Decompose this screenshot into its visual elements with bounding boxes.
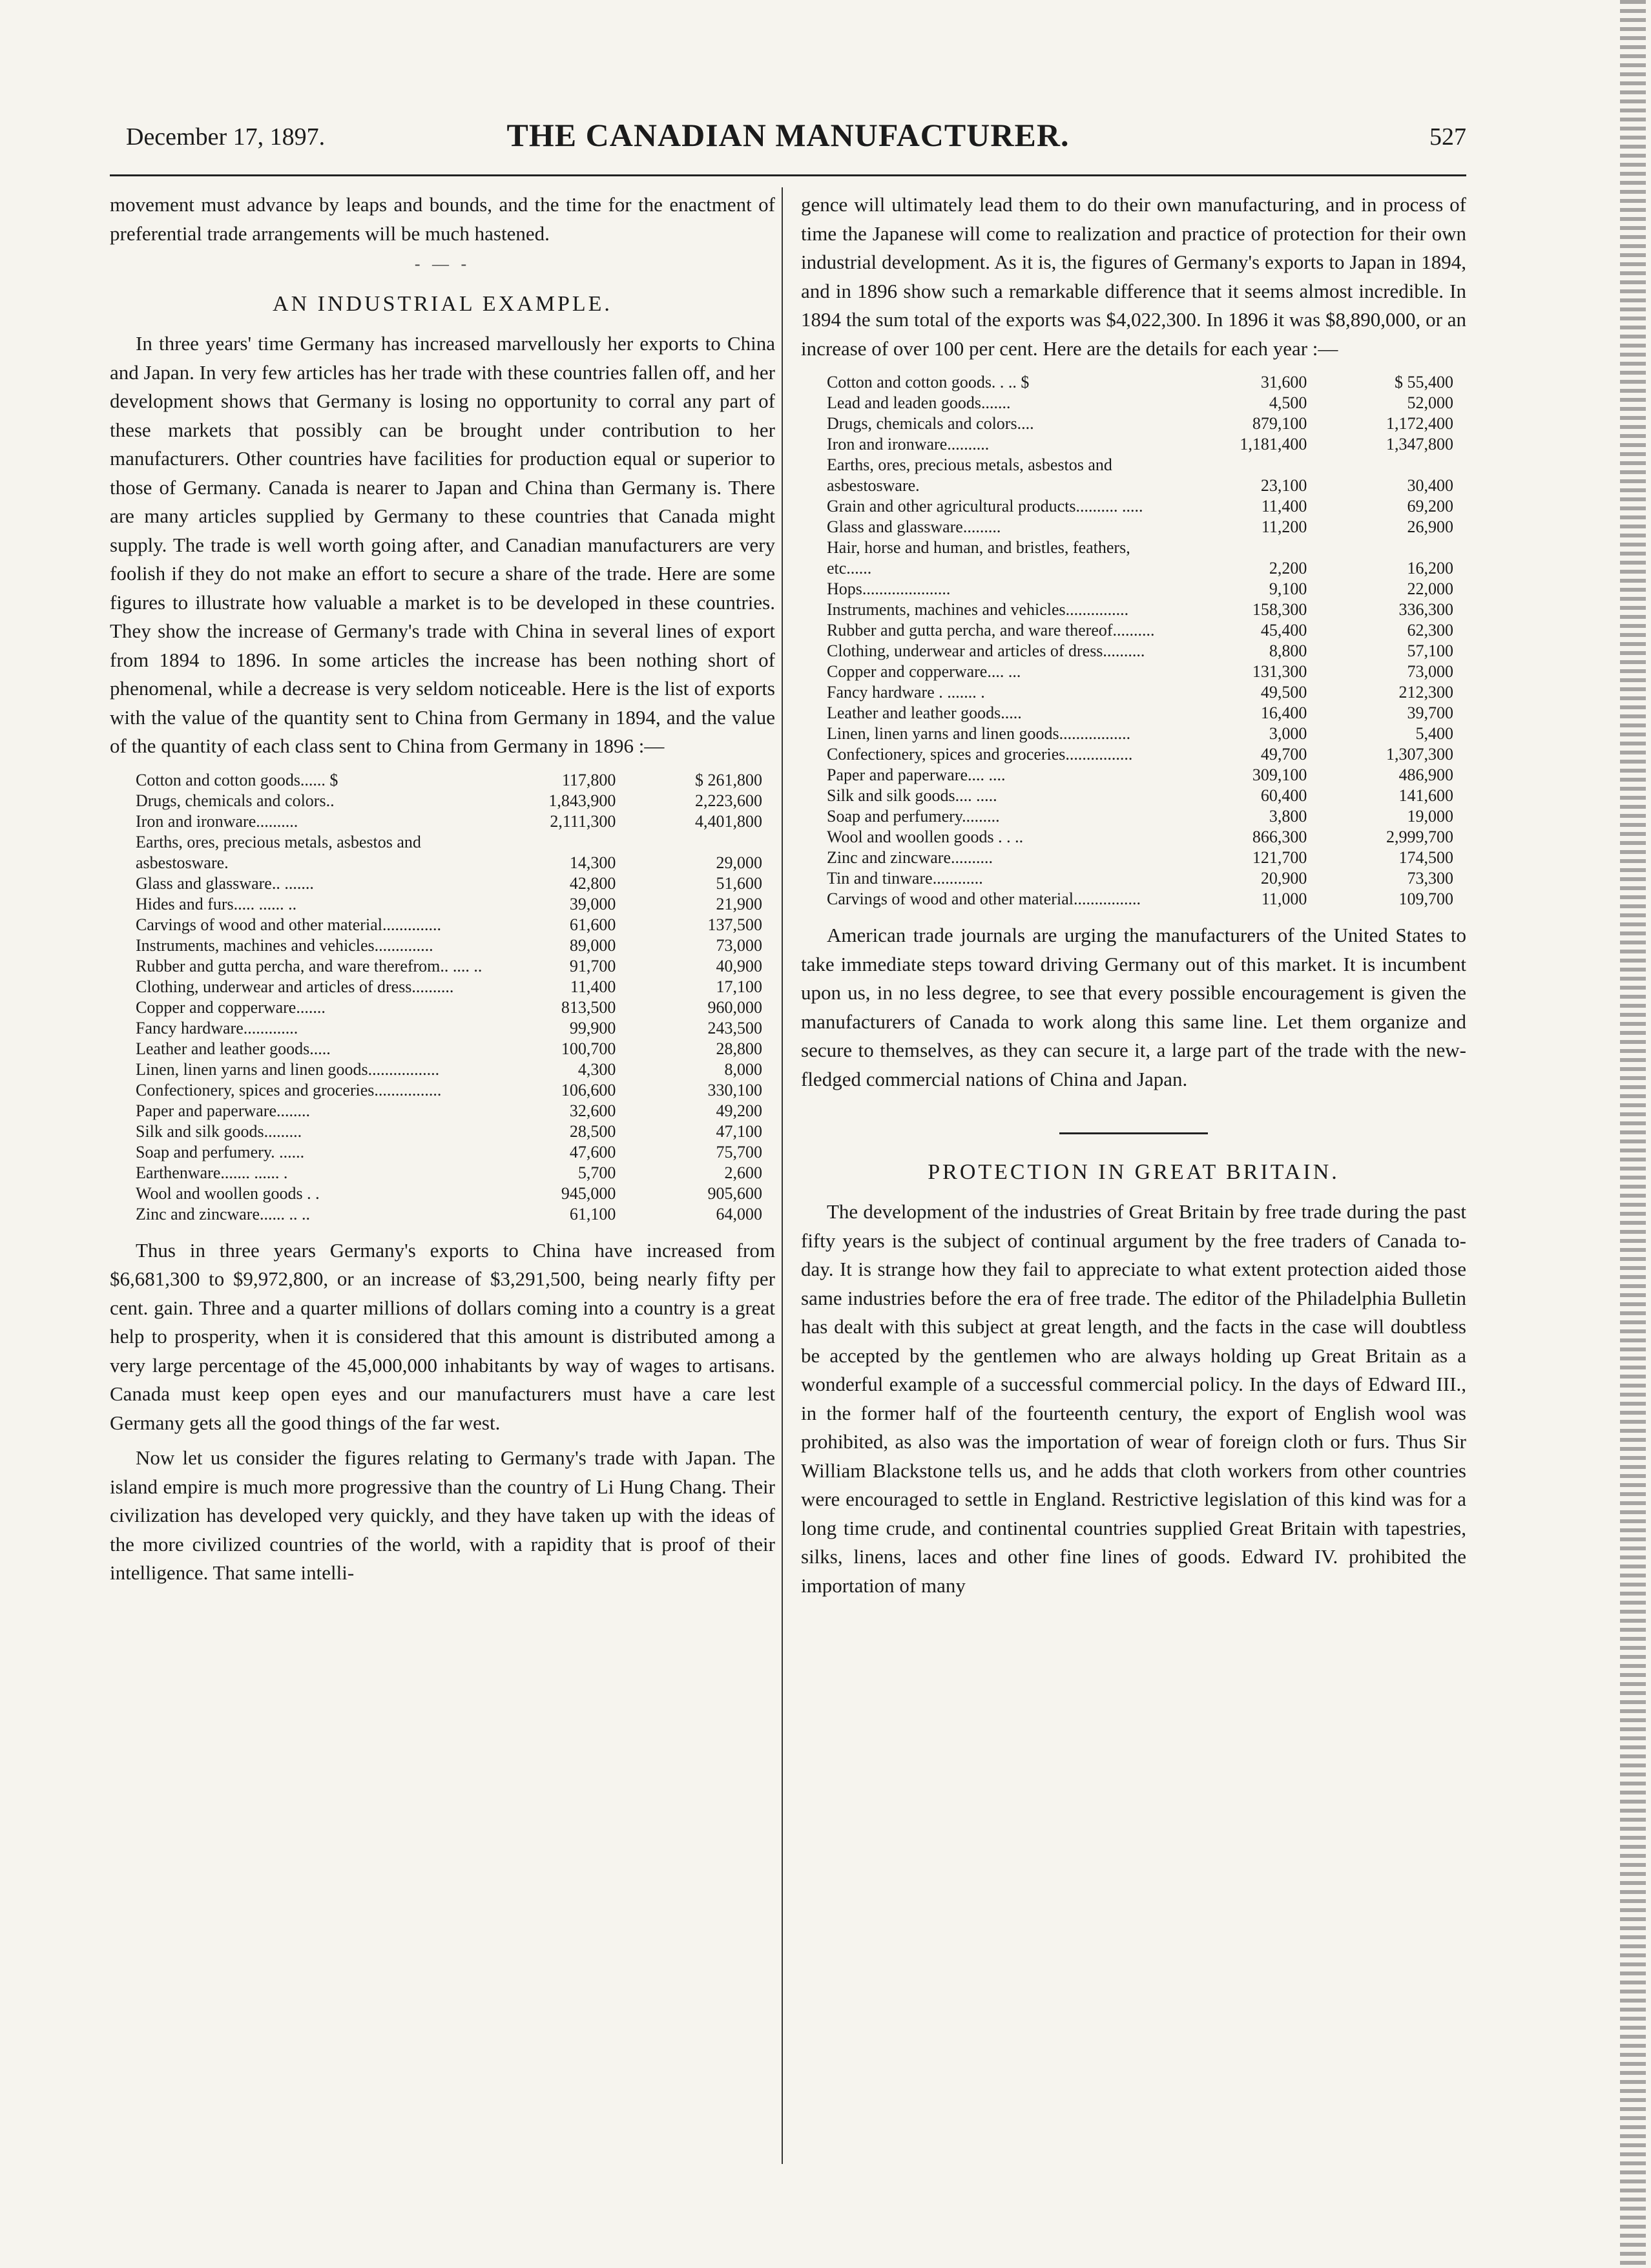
row-value-1894: 945,000 — [561, 1183, 616, 1203]
row-item-label: Fancy hardware . ....... . — [827, 683, 985, 702]
row-item-label: Iron and ironware.......... — [827, 435, 990, 453]
row-value-1896: 49,200 — [716, 1101, 762, 1120]
page-number: 527 — [1429, 123, 1466, 151]
table-row — [801, 765, 1466, 785]
row-value-1896: 4,401,800 — [695, 811, 762, 831]
row-value-1894: 23,100 — [1260, 476, 1307, 495]
paragraph-protection-britain: The development of the industries of Great Britain by free trade during the past fifty years is the subject of continual argument by the free traders of Canada to-day. It is strange how they fail to appreciate to what extent protection aided those same industries before the era of free trade. The editor of the Philadelphia Bulletin has dealt with this subject at great length, and the facts in the case will doubtless be accepted by the gentlemen who are always holding up Great Britain as a wonderful example of a successful commercial policy. In the days of Edward III., in the former half of the fourteenth century, the export of English wool was prohibited, as also was the importation of wear of foreign cloth or furs. Thus Sir William Blackstone tells us, and he adds that cloth workers from other countries were encouraged to settle in England. Restrictive legislation of this kind was for a long time crude, and continental countries supplied Great Britain with tapestries, silks, linens, laces and other fine lines of goods. Edward IV. prohibited the importation of many — [801, 1200, 1466, 1597]
row-value-1894: 813,500 — [561, 997, 616, 1017]
row-item-label: Soap and perfumery......... — [827, 807, 1000, 826]
row-value-1896: 336,300 — [1398, 600, 1453, 619]
row-item-label: Clothing, underwear and articles of dress.......... — [136, 977, 454, 996]
row-value-1894: 100,700 — [561, 1039, 616, 1058]
row-value-1894: 11,000 — [1261, 890, 1307, 908]
table-row — [801, 848, 1466, 868]
right-column — [801, 191, 1466, 1607]
issue-date: December 17, 1897. — [126, 123, 326, 151]
table-row — [110, 956, 775, 977]
row-value-1896: 960,000 — [707, 997, 762, 1017]
row-value-1894: 11,400 — [570, 977, 616, 996]
row-value-1896: 29,000 — [716, 853, 762, 872]
row-value-1894: 42,800 — [569, 873, 616, 893]
row-value-1894: 117,800 — [561, 770, 616, 789]
table-row — [801, 661, 1466, 682]
row-value-1896: 57,100 — [1407, 641, 1453, 660]
row-value-1894: 4,500 — [1269, 393, 1307, 412]
row-value-1896: 52,000 — [1407, 393, 1453, 412]
row-value-1894: 89,000 — [569, 935, 616, 955]
header-rule — [110, 174, 1466, 176]
row-value-1894: 20,900 — [1260, 869, 1307, 888]
row-value-1894: 28,500 — [569, 1121, 616, 1141]
row-value-1894: 5,700 — [577, 1163, 616, 1182]
japan-exports-table — [801, 372, 1466, 910]
row-value-1896: 905,600 — [707, 1183, 762, 1203]
table-row — [801, 868, 1466, 889]
table-row — [110, 1204, 775, 1225]
row-item-label: Wool and woollen goods . . — [136, 1183, 320, 1203]
row-value-1894: 2,111,300 — [550, 811, 616, 831]
table-row — [110, 894, 775, 915]
row-value-1896: 243,500 — [707, 1018, 762, 1037]
row-value-1896: 30,400 — [1407, 476, 1453, 495]
table-row — [110, 832, 775, 873]
row-item-label: Instruments, machines and vehicles............... — [827, 600, 1129, 619]
row-item-label: Leather and leather goods..... — [136, 1039, 331, 1058]
row-value-1896: 2,223,600 — [695, 791, 762, 810]
table-row — [801, 806, 1466, 827]
row-value-1896: 141,600 — [1398, 786, 1453, 805]
row-value-1896: $ 55,400 — [1395, 373, 1453, 391]
table-row — [110, 1018, 775, 1039]
table-row — [801, 393, 1466, 413]
row-item-label: Linen, linen yarns and linen goods................. — [827, 724, 1131, 743]
row-value-1896: 16,200 — [1407, 559, 1453, 577]
table-row — [801, 641, 1466, 661]
row-value-1896: 174,500 — [1398, 848, 1453, 867]
row-item-label: Instruments, machines and vehicles.............. — [136, 935, 433, 955]
row-item-label: Hides and furs..... ...... .. — [136, 894, 297, 913]
row-value-1896: 2,600 — [724, 1163, 762, 1182]
table-row — [801, 537, 1466, 579]
paragraph-continuation: movement must advance by leaps and bounds, and the time for the enactment of preferential trade arrangements will be much hastened. — [110, 193, 775, 245]
row-item-label: Copper and copperware.... ... — [827, 662, 1021, 681]
row-value-1896: 109,700 — [1398, 890, 1453, 908]
row-value-1894: 879,100 — [1252, 414, 1307, 433]
row-value-1894: 8,800 — [1269, 641, 1307, 660]
row-value-1894: 32,600 — [569, 1101, 616, 1120]
row-item-label: Earthenware....... ...... . — [136, 1163, 288, 1182]
table-row — [110, 1080, 775, 1101]
table-row — [110, 935, 775, 956]
row-value-1896: 1,307,300 — [1386, 745, 1453, 764]
table-row — [110, 1039, 775, 1059]
row-item-label: Linen, linen yarns and linen goods................. — [136, 1059, 440, 1079]
row-item-label: Glass and glassware.. ....... — [136, 873, 314, 893]
row-value-1896: 62,300 — [1407, 621, 1453, 640]
row-item-label: Copper and copperware....... — [136, 997, 326, 1017]
row-value-1894: 866,300 — [1252, 827, 1307, 846]
row-value-1896: 73,000 — [716, 935, 762, 955]
row-value-1894: 31,600 — [1260, 373, 1307, 391]
table-row — [110, 811, 775, 832]
section-ornament: - — - — [414, 255, 471, 273]
row-value-1896: 1,347,800 — [1386, 435, 1453, 453]
row-value-1894: 91,700 — [569, 956, 616, 975]
row-item-label: Drugs, chemicals and colors.... — [827, 414, 1034, 433]
publication-title: THE CANADIAN MANUFACTURER. — [506, 117, 1070, 153]
row-item-label: Paper and paperware.... .... — [827, 765, 1006, 784]
row-item-label: Zinc and zincware...... .. .. — [136, 1204, 311, 1223]
row-value-1896: 19,000 — [1407, 807, 1453, 826]
table-row — [801, 827, 1466, 848]
row-value-1896: 22,000 — [1407, 579, 1453, 598]
row-value-1896: 47,100 — [716, 1121, 762, 1141]
table-row — [801, 620, 1466, 641]
row-value-1896: 69,200 — [1407, 497, 1453, 515]
row-value-1894: 99,900 — [569, 1018, 616, 1037]
row-value-1896: 8,000 — [724, 1059, 762, 1079]
table-row — [110, 997, 775, 1018]
row-item-label: Fancy hardware............. — [136, 1018, 298, 1037]
column-divider — [782, 187, 783, 2164]
row-value-1894: 14,300 — [569, 853, 616, 872]
row-item-label: Silk and silk goods.... ..... — [827, 786, 997, 805]
table-row — [801, 579, 1466, 599]
row-item-label: Drugs, chemicals and colors.. — [136, 791, 335, 810]
row-value-1896: 2,999,700 — [1386, 827, 1453, 846]
row-value-1896: 5,400 — [1415, 724, 1453, 743]
heading-protection-britain: PROTECTION IN GREAT BRITAIN. — [928, 1160, 1340, 1184]
table-row — [801, 517, 1466, 537]
row-item-label: Cotton and cotton goods...... $ — [136, 770, 338, 789]
table-row — [801, 744, 1466, 765]
row-value-1894: 3,000 — [1269, 724, 1307, 743]
row-item-label: Hops..................... — [827, 579, 951, 598]
row-value-1894: 11,400 — [1261, 497, 1307, 515]
row-value-1894: 49,700 — [1260, 745, 1307, 764]
china-exports-table — [110, 770, 775, 1225]
paragraph-germany-exports: In three years' time Germany has increased marvellously her exports to China and Japan. In very few articles has her trade with these countries fallen off, and her development shows that Germany is losing no opportunity to corral any part of these markets that possibly can be brought under contribution to her manufacturers. Other countries have facilities for production equal or superior to those of Germany. Canada is nearer to Japan and China than Germany is. There are many articles supplied by Germany to these countries that Canada might supply. The trade is well worth going after, and Canadian manufacturers are very foolish if they do not make an effort to secure a share of the trade. Here are some figures to illustrate how valuable a market is to be developed in these countries. They show the increase of Germany's trade with China in several lines of export from 1894 to 1896. In some articles the increase has been nothing short of phenomenal, while a decrease is very seldom noticeable. Here is the list of exports with the value of the quantity sent to China from Germany in 1894, and the value of the quantity of each class sent to China from Germany in 1896 :— — [110, 332, 775, 757]
page-header — [97, 110, 1479, 161]
row-value-1894: 1,181,400 — [1240, 435, 1307, 453]
row-value-1894: 60,400 — [1260, 786, 1307, 805]
row-item-label: Confectionery, spices and groceries................ — [827, 745, 1133, 764]
table-row — [110, 770, 775, 791]
table-row — [801, 682, 1466, 703]
row-value-1894: 309,100 — [1252, 765, 1307, 784]
row-value-1894: 4,300 — [577, 1059, 616, 1079]
table-row — [801, 889, 1466, 910]
row-item-label: Grain and other agricultural products.......... ..... — [827, 497, 1143, 515]
row-item-label: Zinc and zincware.......... — [827, 848, 993, 867]
row-value-1896: 330,100 — [707, 1080, 762, 1099]
table-row — [801, 434, 1466, 455]
row-value-1896: 75,700 — [716, 1142, 762, 1161]
table-row — [801, 455, 1466, 496]
row-value-1896: 17,100 — [716, 977, 762, 996]
row-value-1894: 39,000 — [569, 894, 616, 913]
row-value-1896: 21,900 — [716, 894, 762, 913]
section-rule — [1059, 1132, 1208, 1134]
table-row — [110, 977, 775, 997]
row-value-1894: 2,200 — [1269, 559, 1307, 577]
row-item-label: Rubber and gutta percha, and ware therefrom.. .... .. — [136, 956, 483, 975]
row-value-1894: 61,100 — [569, 1204, 616, 1223]
row-item-label: Soap and perfumery. ...... — [136, 1142, 305, 1161]
row-value-1896: 73,000 — [1407, 662, 1453, 681]
paragraph-japan-continuation: gence will ultimately lead them to do their own manufacturing, and in process of time the Japanese will come to realization and practice of protection for their own industrial development. As it is, the figures of Germany's exports to Japan in 1894, and in 1896 show such a remarkable difference that it seems almost incredible. In 1894 the sum total of the exports was $4,022,300. In 1896 it was $8,890,000, or an increase of over 100 per cent. Here are the details for each year :— — [801, 193, 1466, 360]
newspaper-page — [97, 110, 1479, 2216]
paragraph-american-journals: American trade journals are urging the manufacturers of the United States to take immediate steps toward driving Germany out of this market. It is incumbent upon us, in no less degree, to see that every possible encouragement is given the manufacturers of Canada to work along this same line. Let them organize and secure to themselves, as they can secure it, a large part of the trade with the new-fledged commercial nations of China and Japan. — [801, 924, 1466, 1090]
row-value-1894: 47,600 — [569, 1142, 616, 1161]
table-row — [110, 1059, 775, 1080]
row-item-label: Glass and glassware......... — [827, 517, 1001, 536]
row-value-1896: 486,900 — [1398, 765, 1453, 784]
row-item-label: Hair, horse and human, and bristles, feathers, etc...... — [827, 538, 1130, 577]
row-item-label: Leather and leather goods..... — [827, 703, 1022, 722]
table-row — [110, 1163, 775, 1183]
scan-edge-marks — [1620, 0, 1646, 2268]
row-value-1894: 16,400 — [1260, 703, 1307, 722]
row-value-1894: 158,300 — [1252, 600, 1307, 619]
row-item-label: Earths, ores, precious metals, asbestos and asbestosware. — [827, 455, 1112, 495]
table-row — [801, 703, 1466, 723]
paragraph-japan-intro: Now let us consider the figures relating to Germany's trade with Japan. The island empire is much more progressive than the country of Li Hung Chang. Their civilization has developed very quickly, and they have taken up with the ideas of the more civilized countries of the world, with a rapidity that is proof of their intelligence. That same intelli- — [110, 1446, 775, 1584]
row-value-1894: 106,600 — [561, 1080, 616, 1099]
row-value-1894: 11,200 — [1261, 517, 1307, 536]
table-row — [110, 791, 775, 811]
table-row — [801, 372, 1466, 393]
row-value-1894: 45,400 — [1260, 621, 1307, 640]
row-item-label: Confectionery, spices and groceries................ — [136, 1080, 442, 1099]
table-row — [110, 873, 775, 894]
row-value-1894: 1,843,900 — [548, 791, 616, 810]
row-item-label: Iron and ironware.......... — [136, 811, 298, 831]
row-value-1894: 131,300 — [1252, 662, 1307, 681]
row-item-label: Tin and tinware............ — [827, 869, 983, 888]
table-row — [110, 1183, 775, 1204]
row-item-label: Silk and silk goods......... — [136, 1121, 302, 1141]
row-item-label: Lead and leaden goods....... — [827, 393, 1011, 412]
row-value-1896: 40,900 — [716, 956, 762, 975]
table-row — [801, 599, 1466, 620]
row-value-1896: 73,300 — [1407, 869, 1453, 888]
row-value-1896: 39,700 — [1407, 703, 1453, 722]
left-column — [110, 191, 775, 1594]
heading-industrial-example: AN INDUSTRIAL EXAMPLE. — [273, 292, 612, 316]
table-row — [801, 723, 1466, 744]
row-item-label: Wool and woollen goods . . .. — [827, 827, 1024, 846]
row-value-1894: 3,800 — [1269, 807, 1307, 826]
row-value-1896: 212,300 — [1398, 683, 1453, 702]
row-item-label: Earths, ores, precious metals, asbestos and asbestosware. — [136, 832, 421, 872]
row-value-1894: 49,500 — [1260, 683, 1307, 702]
row-value-1896: 51,600 — [716, 873, 762, 893]
row-value-1896: 64,000 — [716, 1204, 762, 1223]
table-row — [801, 785, 1466, 806]
row-item-label: Paper and paperware........ — [136, 1101, 310, 1120]
row-value-1896: $ 261,800 — [695, 770, 762, 789]
row-value-1896: 28,800 — [716, 1039, 762, 1058]
paragraph-china-summary: Thus in three years Germany's exports to China have increased from $6,681,300 to $9,972,800, or an increase of $3,291,500, being nearly fifty per cent. gain. Three and a quarter millions of dollars coming into a country is a great help to prosperity, when it is considered that this amount is distributed among a very large percentage of the 45,000,000 inhabitants by way of wages to artisans. Canada must keep open eyes and our manufacturers must have a care lest Germany gets all the good things of the far west. — [110, 1238, 775, 1434]
row-value-1894: 61,600 — [569, 915, 616, 934]
table-row — [801, 413, 1466, 434]
table-row — [110, 915, 775, 935]
row-value-1896: 1,172,400 — [1386, 414, 1453, 433]
row-value-1894: 121,700 — [1252, 848, 1307, 867]
row-value-1896: 26,900 — [1407, 517, 1453, 536]
row-item-label: Carvings of wood and other material................ — [827, 890, 1141, 908]
row-item-label: Rubber and gutta percha, and ware thereof.......... — [827, 621, 1155, 640]
row-value-1896: 137,500 — [707, 915, 762, 934]
table-row — [110, 1121, 775, 1142]
row-value-1894: 9,100 — [1269, 579, 1307, 598]
row-item-label: Carvings of wood and other material.............. — [136, 915, 441, 934]
table-row — [110, 1142, 775, 1163]
row-item-label: Cotton and cotton goods. . .. $ — [827, 373, 1030, 391]
row-item-label: Clothing, underwear and articles of dress.......... — [827, 641, 1145, 660]
table-row — [110, 1101, 775, 1121]
table-row — [801, 496, 1466, 517]
